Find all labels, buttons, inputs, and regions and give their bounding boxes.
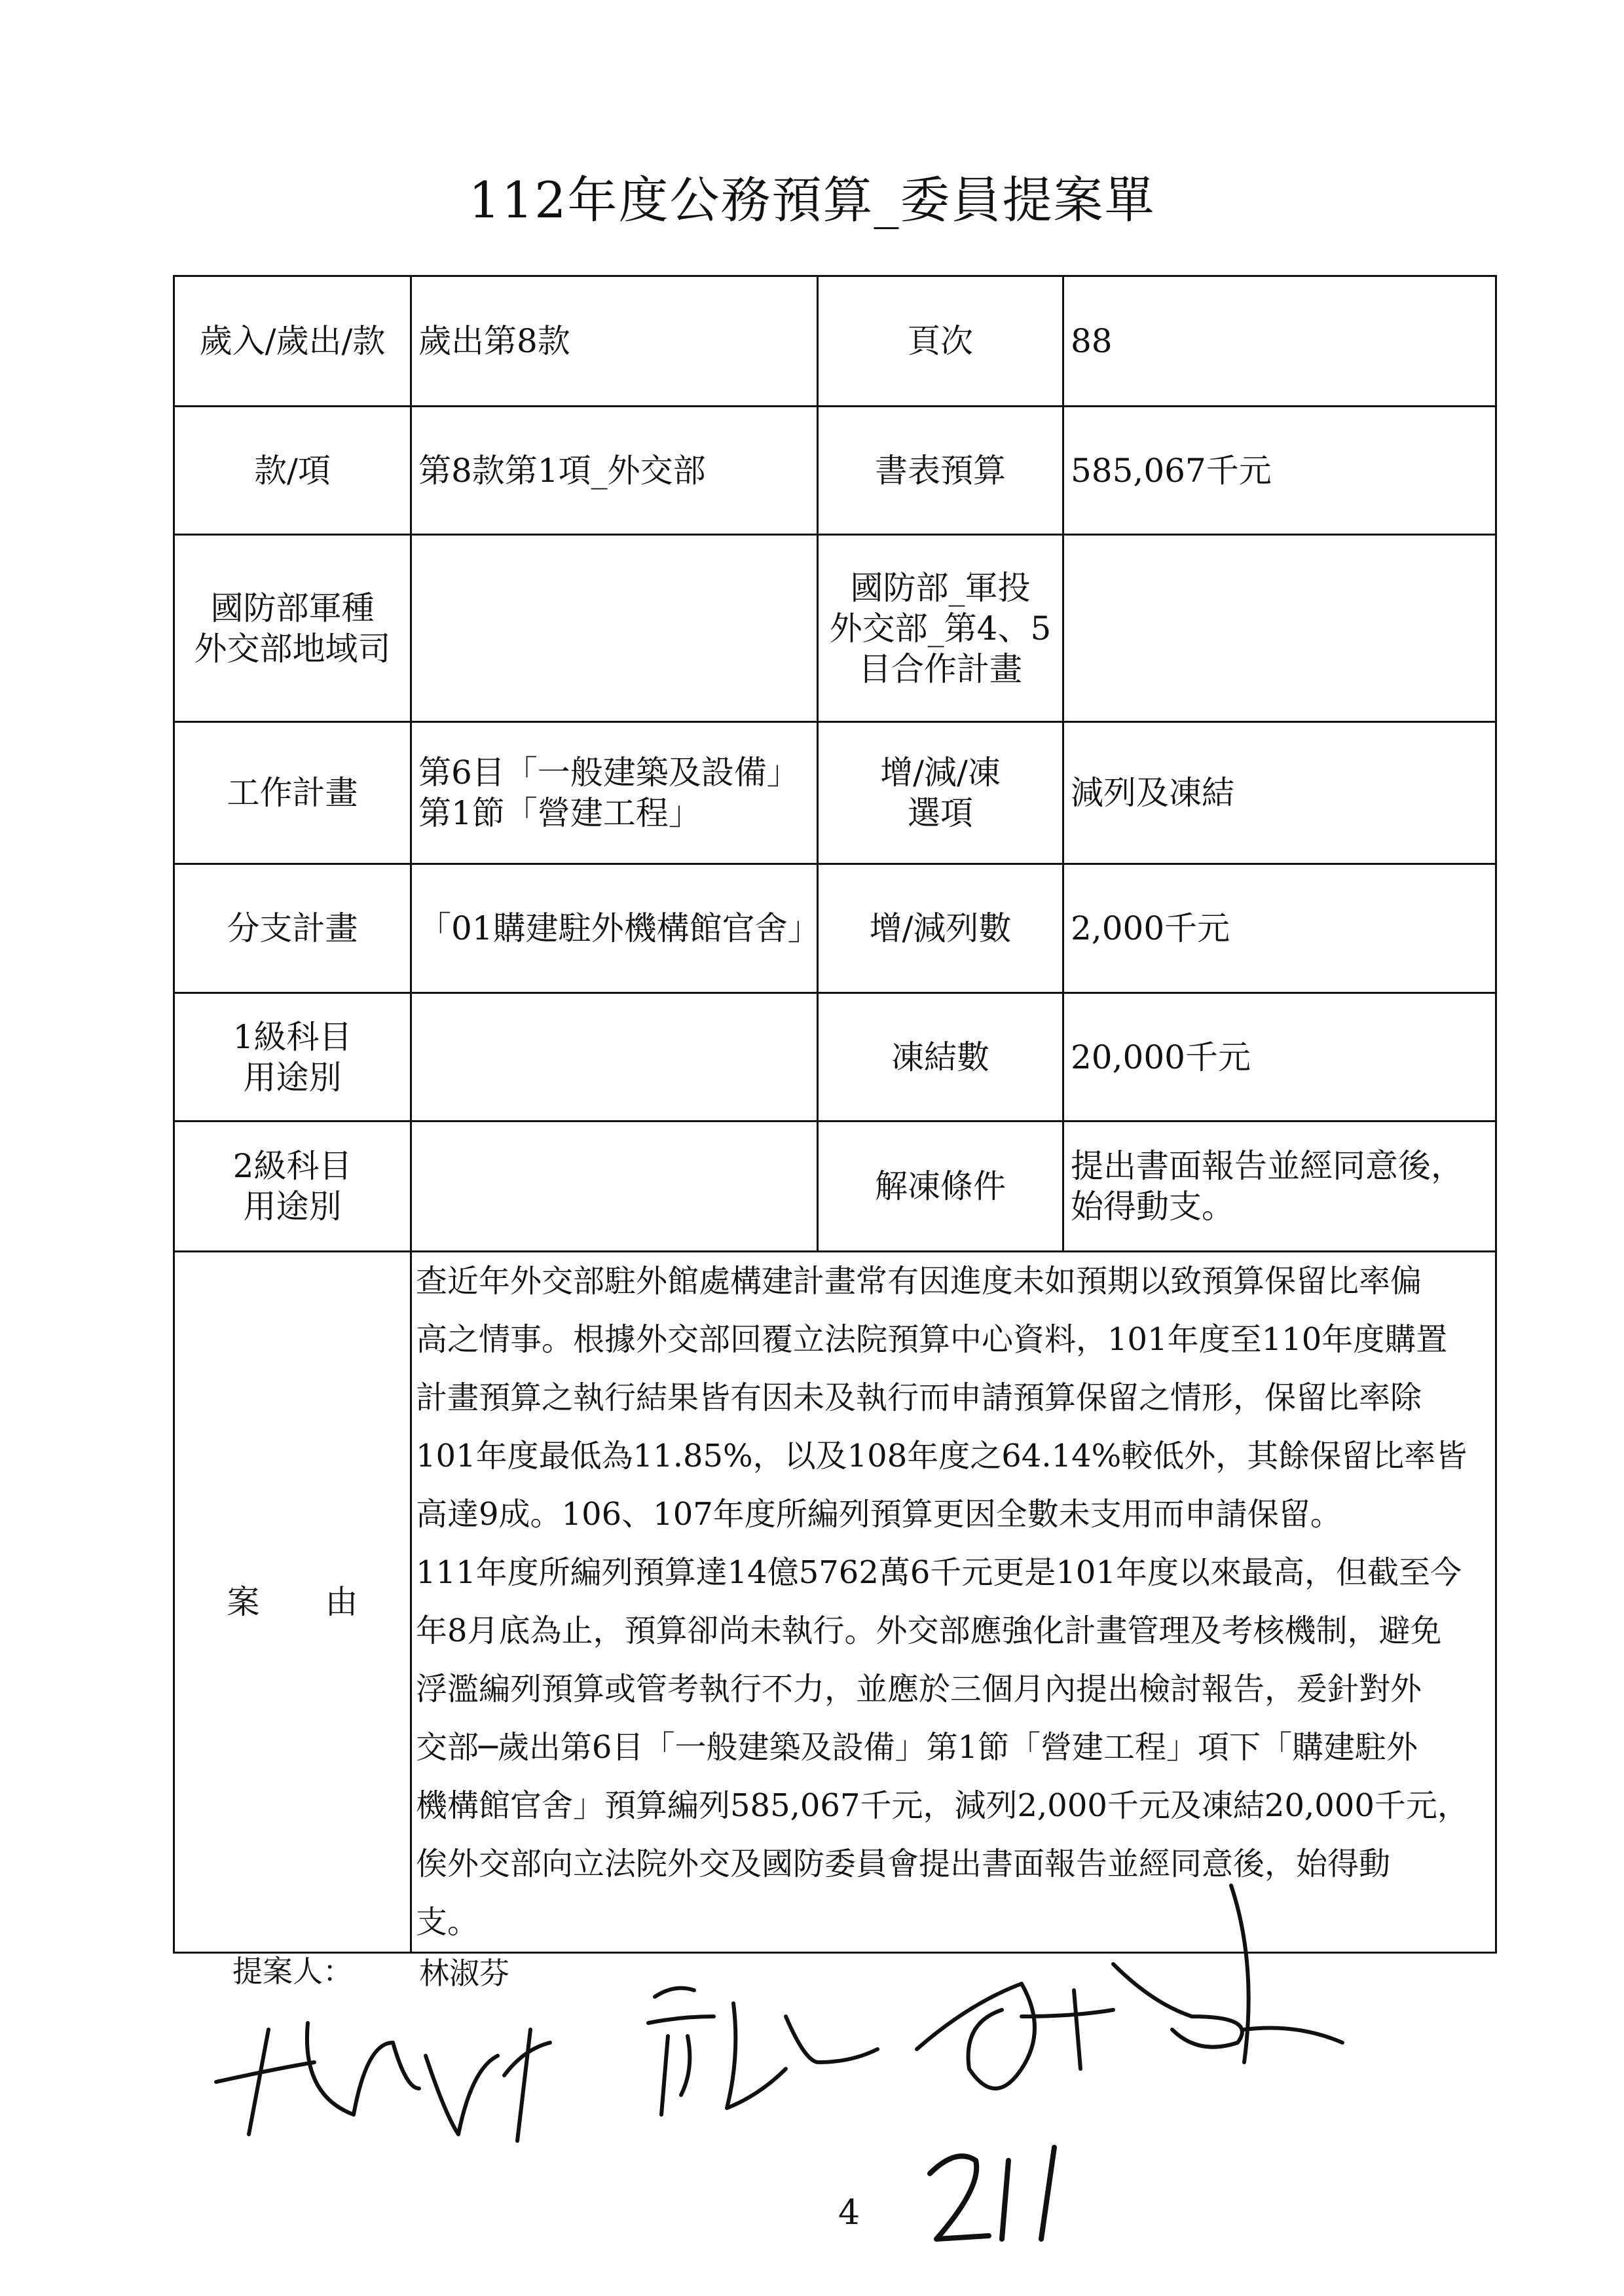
label-line: 2級科目 <box>232 1147 352 1185</box>
value-line: 始得動支。 <box>1071 1188 1234 1226</box>
value-section: 第8款第1項_外交部 <box>411 407 818 535</box>
label-line: 選項 <box>908 794 973 832</box>
label-line: 外交部_第4、5 <box>829 609 1052 647</box>
reason-line: 機構館官舍」預算編列585,067千元，減列2,000千元及凍結20,000千元， <box>416 1787 1469 1824</box>
handwritten-page-number <box>930 2147 1054 2239</box>
label-reduction: 增/減列數 <box>818 864 1063 993</box>
label-section: 款/項 <box>174 407 411 535</box>
label-line: 國防部軍種 <box>210 589 375 627</box>
label-line: 用途別 <box>243 1188 342 1226</box>
label-budget-type: 歲入/歲出/款 <box>174 276 411 407</box>
value-frozen: 20,000千元 <box>1063 993 1496 1121</box>
reason-line: 101年度最低為11.85%，以及108年度之64.14%較低外，其餘保留比率皆 <box>416 1438 1467 1474</box>
label-page: 頁次 <box>818 276 1063 407</box>
proposer-name: 林淑芬 <box>419 1956 509 1991</box>
label-line: 用途別 <box>243 1058 342 1097</box>
value-line: 提出書面報告並經同意後， <box>1071 1147 1464 1185</box>
reason-line: 俟外交部向立法院外交及國防委員會提出書面報告並經同意後，始得動 <box>416 1846 1391 1882</box>
value-option: 減列及凍結 <box>1063 722 1496 864</box>
label-reason: 案 由 <box>174 1252 411 1953</box>
reason-line: 年8月底為止，預算卻尚未執行。外交部應強化計畫管理及考核機制，避免 <box>416 1613 1442 1649</box>
label-unfreeze-condition: 解凍條件 <box>818 1121 1063 1252</box>
document-title: 112年度公務預算_委員提案單 <box>468 171 1156 229</box>
value-budget-type: 歲出第8款 <box>411 276 818 407</box>
label-branch-plan: 分支計畫 <box>174 864 411 993</box>
value-line: 第6目「一般建築及設備」 <box>418 754 800 792</box>
reason-line: 高之情事。根據外交部回覆立法院預算中心資料，101年度至110年度購置 <box>416 1321 1448 1358</box>
label-frozen: 凍結數 <box>818 993 1063 1121</box>
reason-line: 支。 <box>416 1904 479 1941</box>
label-work-plan: 工作計畫 <box>174 722 411 864</box>
label-line: 增/減/凍 <box>880 754 1001 792</box>
value-book-budget: 585,067千元 <box>1063 407 1496 535</box>
reason-line: 浮濫編列預算或管考執行不力，並應於三個月內提出檢討報告，爰針對外 <box>416 1671 1422 1707</box>
label-line: 1級科目 <box>232 1017 352 1056</box>
value-page: 88 <box>1063 276 1496 407</box>
label-line: 外交部地域司 <box>194 629 391 668</box>
label-line: 國防部_軍投 <box>850 568 1031 607</box>
label-book-budget: 書表預算 <box>818 407 1063 535</box>
proposer-label: 提案人： <box>232 1954 353 1989</box>
value-line: 第1節「營建工程」 <box>418 794 701 832</box>
signature-2 <box>648 1988 877 2115</box>
signature-3 <box>917 1886 1342 2088</box>
label-line: 目合作計畫 <box>858 649 1022 688</box>
value-reduction: 2,000千元 <box>1063 864 1496 993</box>
reason-line: 查近年外交部駐外館處構建計畫常有因進度未如預期以致預算保留比率偏 <box>416 1263 1422 1300</box>
reason-line: 交部─歲出第6目「一般建築及設備」第1節「營建工程」項下「購建駐外 <box>416 1729 1418 1766</box>
value-branch-plan: 「01購建駐外機構館官舍」 <box>411 864 818 993</box>
reason-line: 111年度所編列預算達14億5762萬6千元更是101年度以來最高，但截至今 <box>416 1554 1462 1591</box>
reason-line: 高達9成。106、107年度所編列預算更因全數未支用而申請保留。 <box>416 1496 1342 1533</box>
reason-line: 計畫預算之執行結果皆有因未及執行而申請預算保留之情形，保留比率除 <box>416 1379 1422 1416</box>
page-number: 4 <box>838 2193 860 2232</box>
signature-1 <box>216 2023 550 2141</box>
